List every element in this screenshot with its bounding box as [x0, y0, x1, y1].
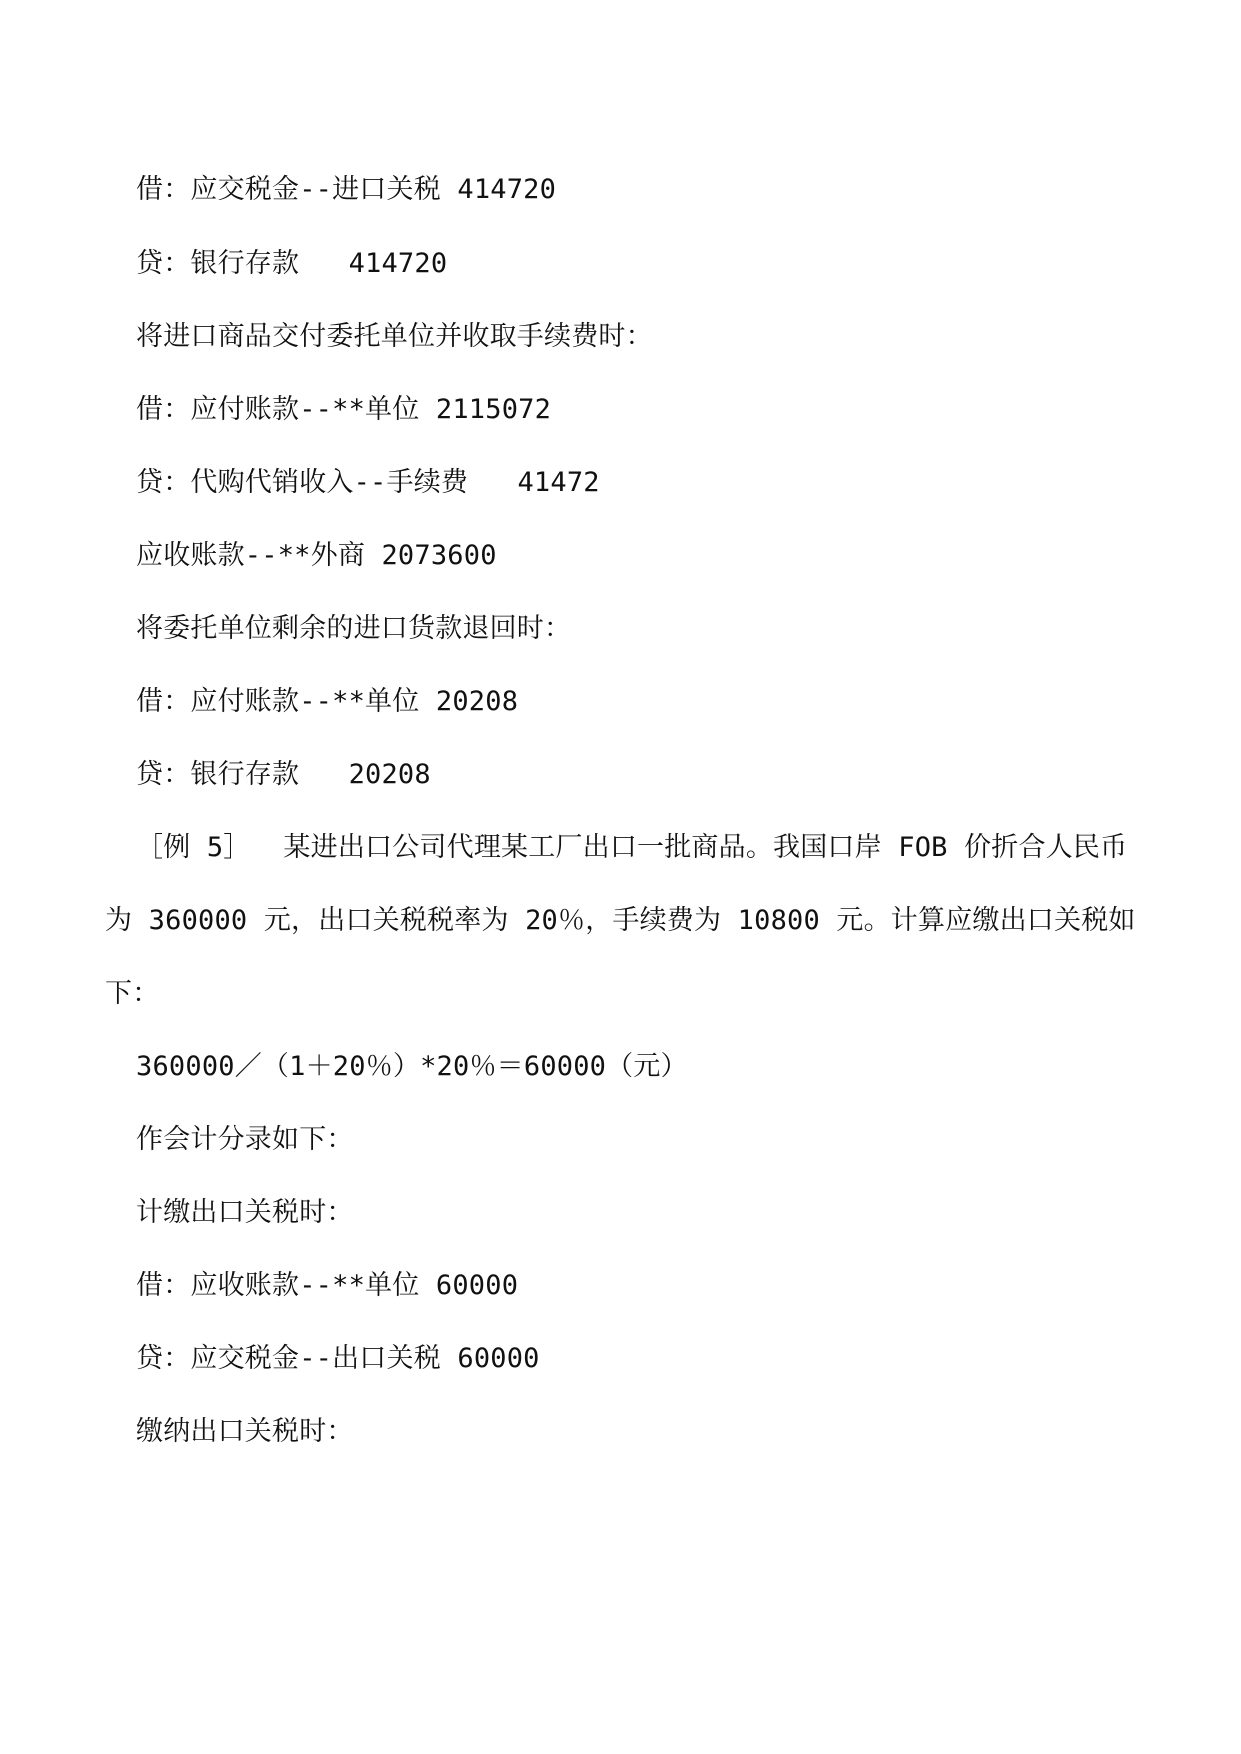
formula-line: 360000／（1＋20％）*20％＝60000（元）: [136, 1051, 688, 1082]
journal-line-debit-payable: 借：应付账款--**单位 2115072: [136, 394, 552, 425]
journal-line-debit-payable-refund: 借：应付账款--**单位 20208: [136, 686, 519, 717]
journal-line-credit-bank-refund: 贷：银行存款 20208: [136, 759, 431, 790]
journal-line-credit-export-tax: 贷：应交税金--出口关税 60000: [136, 1343, 540, 1374]
journal-line-credit-commission: 贷：代购代销收入--手续费 41472: [136, 467, 600, 498]
journal-line-debit-receivable: 借：应收账款--**单位 60000: [136, 1270, 519, 1301]
journal-line-credit-bank: 贷：银行存款 414720: [136, 248, 448, 279]
journal-line-debit-import-tax: 借：应交税金--进口关税 414720: [136, 174, 557, 205]
example-line-2: 为 360000 元，出口关税税率为 20％，手续费为 10800 元。计算应缴出口关税如: [105, 905, 1136, 936]
journal-line-receivable-foreign: 应收账款--**外商 2073600: [136, 540, 497, 571]
example-line-1: ［例 5］ 某进出口公司代理某工厂出口一批商品。我国口岸 FOB 价折合人民币: [136, 832, 1128, 863]
text-line-deliver-goods: 将进口商品交付委托单位并收取手续费时：: [136, 321, 653, 352]
text-line-pay-export-tax: 缴纳出口关税时：: [136, 1416, 354, 1447]
text-line-accrue-export-tax: 计缴出口关税时：: [136, 1197, 354, 1228]
text-line-refund-balance: 将委托单位剩余的进口货款退回时：: [136, 613, 572, 644]
text-line-entries-heading: 作会计分录如下：: [136, 1124, 354, 1155]
example-line-3: 下：: [105, 978, 160, 1009]
